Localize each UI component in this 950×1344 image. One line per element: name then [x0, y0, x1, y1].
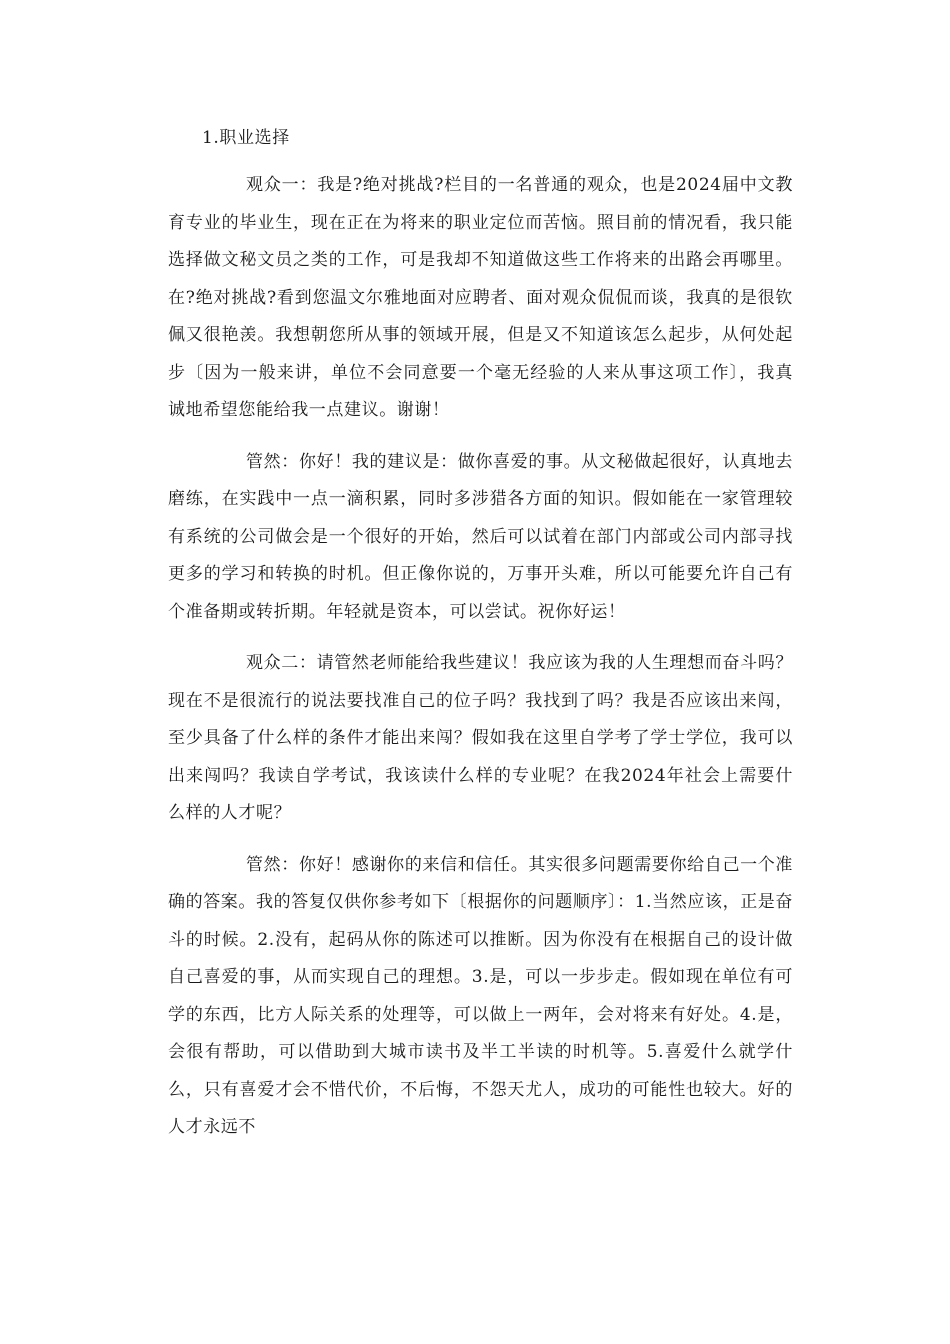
document-body — [168, 119, 793, 1161]
section-title: 1.职业选择 — [202, 128, 290, 148]
paragraph-audience-one: 观众一：我是?绝对挑战?栏目的一名普通的观众，也是2024届中文教育专业的毕业生，现在正在为将来的职业定位而苦恼。照目前的情况看，我只能选择做文秘文员之类的工作，可是我却不知道做这些工作将来的出路会再哪里。在?绝对挑战?看到您温文尔雅地面对应聘者、面对观众侃侃而谈，我真的是很钦佩又很艳羡。我想朝您所从事的领域开展，但是又不知道该怎么起步，从何处起步〔因为一般来讲，单位不会同意要一个毫无经验的人来从事这项工作〕，我真诚地希望您能给我一点建议。谢谢！ — [168, 175, 793, 420]
paragraph-reply-one: 管然：你好！我的建议是：做你喜爱的事。从文秘做起很好，认真地去磨练，在实践中一点一滴积累，同时多涉猎各方面的知识。假如能在一家管理较有系统的公司做会是一个很好的开始，然后可以试着在部门内部或公司内部寻找更多的学习和转换的时机。但正像你说的，万事开头难，所以可能要允许自己有个准备期或转折期。年轻就是资本，可以尝试。祝你好运！ — [168, 451, 793, 622]
paragraph-audience-two: 观众二：请管然老师能给我些建议！我应该为我的人生理想而奋斗吗？现在不是很流行的说法要找准自己的位子吗？我找到了吗？我是否应该出来闯，至少具备了什么样的条件才能出来闯？假如我在这里自学考了学士学位，我可以出来闯吗？我读自学考试，我该读什么样的专业呢？在我2024年社会上需要什么样的人才呢？ — [168, 653, 793, 823]
paragraph-reply-two: 管然：你好！感谢你的来信和信任。其实很多问题需要你给自己一个准确的答案。我的答复仅供你参考如下〔根据你的问题顺序〕：1.当然应该，正是奋斗的时候。2.没有，起码从你的陈述可以推断。因为你没有在根据自己的设计做自己喜爱的事，从而实现自己的理想。3.是，可以一步步走。假如现在单位有可学的东西，比方人际关系的处理等，可以做上一两年，会对将来有好处。4.是，会很有帮助，可以借助到大城市读书及半工半读的时机等。5.喜爱什么就学什么，只有喜爱才会不惜代价，不后悔，不怨天尤人，成功的可能性也较大。好的人才永远不 — [168, 854, 793, 1137]
